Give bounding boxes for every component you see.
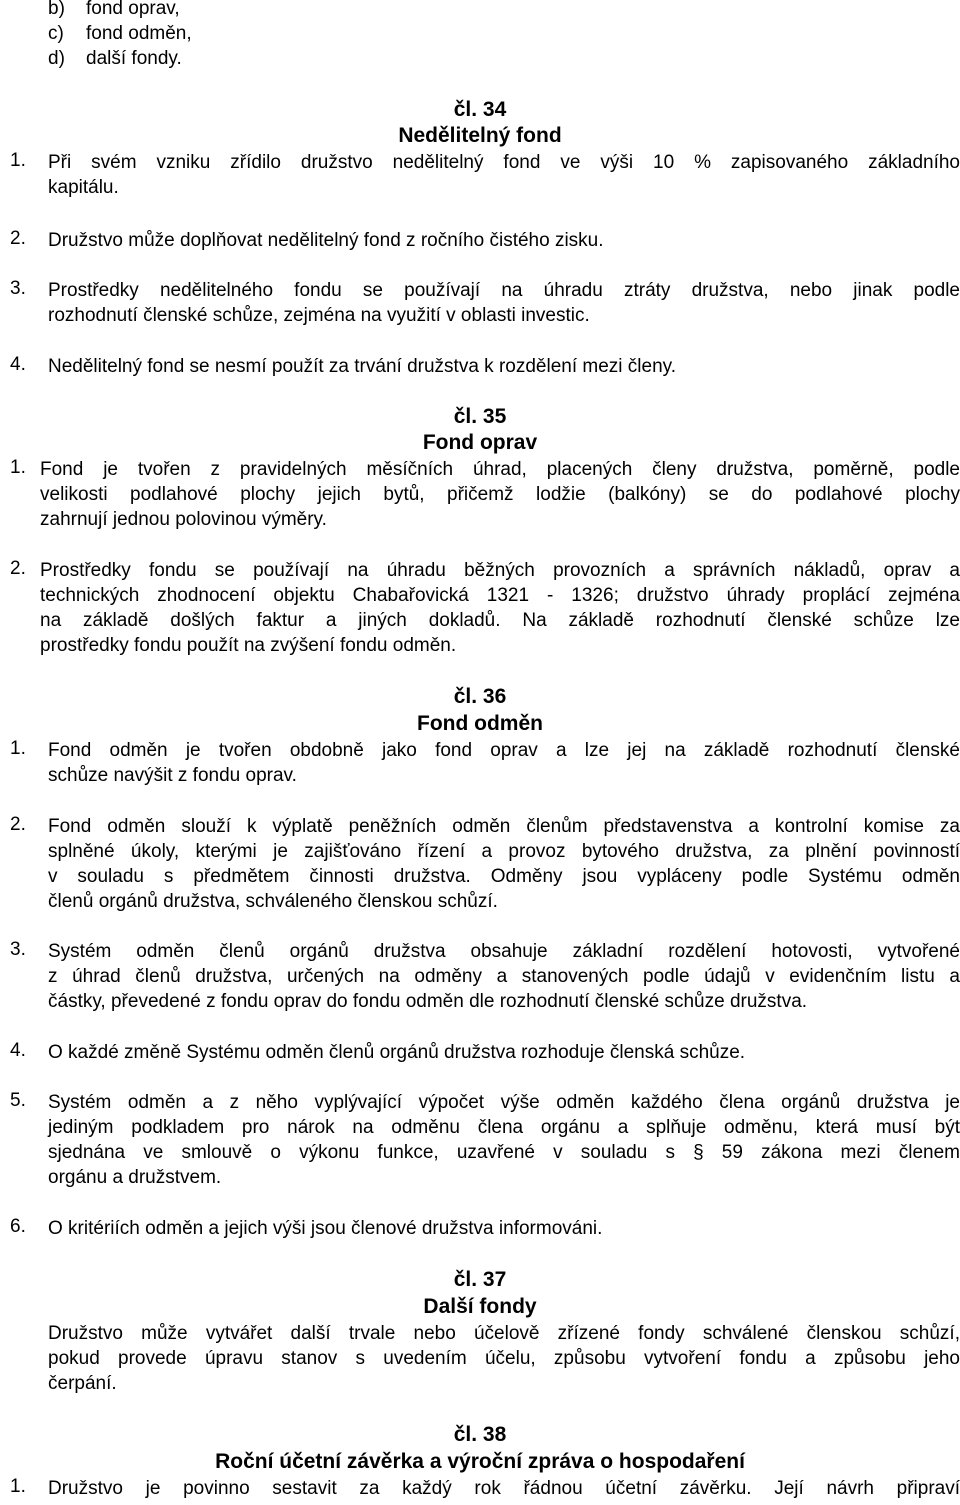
paragraph-line: na základě došlých faktur a jiných dokladů. Na základě rozhodnutí členské schůze lze bbox=[40, 610, 960, 631]
item-number: 2. bbox=[10, 228, 26, 249]
item-number: 3. bbox=[10, 939, 26, 960]
article-number: čl. 36 bbox=[453, 685, 507, 708]
paragraph-line: Prostředky fondu se používají na úhradu běžných provozních a správních nákladů, oprav a bbox=[40, 560, 960, 581]
list-label: c) bbox=[48, 23, 64, 44]
paragraph-line: O každé změně Systému odměn členů orgánů družstva rozhoduje členská schůze. bbox=[48, 1042, 746, 1063]
list-text: fond odměn, bbox=[86, 23, 192, 44]
paragraph-line: pokud provede úpravu stanov s uvedením účelu, způsobu vytvoření fondu a způsobu jeho bbox=[48, 1348, 960, 1369]
paragraph-line: částky, převedené z fondu oprav do fondu odměn dle rozhodnutí členské schůze družstva. bbox=[48, 991, 808, 1012]
paragraph bbox=[48, 1321, 960, 1396]
paragraph-line: Systém odměn členů orgánů družstva obsahuje základní rozdělení hotovosti, vytvořené bbox=[48, 941, 960, 962]
article-number: čl. 34 bbox=[453, 98, 507, 121]
item-number: 2. bbox=[10, 814, 26, 835]
article-title: Fond oprav bbox=[422, 431, 538, 454]
paragraph-line: velikosti podlahové plochy jejich bytů, přičemž lodžie (balkóny) se do podlahové plochy bbox=[40, 484, 960, 505]
item-number: 2. bbox=[10, 558, 26, 579]
paragraph bbox=[48, 278, 960, 328]
paragraph-line: Fond odměn je tvořen obdobně jako fond oprav a lze jej na základě rozhodnutí členské bbox=[48, 740, 960, 761]
list-text: další fondy. bbox=[86, 48, 182, 69]
article-title: Nedělitelný fond bbox=[398, 124, 562, 147]
paragraph-line: jediným podkladem pro nárok na odměnu člena orgánu a splňuje odměnu, která musí být bbox=[48, 1117, 960, 1138]
paragraph-line: splněné úkoly, kterými je zajišťováno řízení a provoz bytového družstva, za plnění povinností bbox=[48, 841, 960, 862]
paragraph-line: Systém odměn a z něho vyplývající výpočet výše odměn každého člena orgánů družstva je bbox=[48, 1092, 960, 1113]
paragraph-line: Při svém vzniku zřídilo družstvo nedělitelný fond ve výši 10 % zapisovaného základního bbox=[48, 152, 960, 173]
paragraph-line: členů orgánů družstva, schváleného členskou schůzí. bbox=[48, 891, 498, 912]
list-label: b) bbox=[48, 0, 65, 19]
paragraph bbox=[48, 738, 960, 788]
item-number: 3. bbox=[10, 278, 26, 299]
paragraph-line: z úhrad členů družstva, určených na odměny a stanovených podle údajů v evidenčním listu a bbox=[48, 966, 960, 987]
item-number: 5. bbox=[10, 1090, 26, 1111]
article-title: Roční účetní závěrka a výroční zpráva o hospodaření bbox=[215, 1450, 745, 1473]
paragraph bbox=[48, 1216, 960, 1241]
item-number: 1. bbox=[10, 1476, 26, 1497]
item-number: 4. bbox=[10, 1040, 26, 1061]
paragraph bbox=[40, 457, 960, 532]
paragraph-line: zahrnují jednou polovinou výměry. bbox=[40, 509, 327, 530]
item-number: 4. bbox=[10, 354, 26, 375]
article-number: čl. 35 bbox=[453, 405, 507, 428]
paragraph-line: Fond je tvořen z pravidelných měsíčních úhrad, placených členy družstva, poměrně, podle bbox=[40, 459, 960, 480]
paragraph-line: technických zhodnocení objektu Chabařovická 1321 - 1326; družstvo úhrady proplácí zejména bbox=[40, 585, 960, 606]
item-number: 6. bbox=[10, 1216, 26, 1237]
paragraph-line: Družstvo může doplňovat nedělitelný fond z ročního čistého zisku. bbox=[48, 230, 604, 251]
paragraph-line: v souladu s předmětem činnosti družstva. Odměny jsou vypláceny podle Systému odměn bbox=[48, 866, 960, 887]
paragraph-line: Prostředky nedělitelného fondu se používají na úhradu ztráty družstva, nebo jinak podle bbox=[48, 280, 960, 301]
paragraph bbox=[48, 354, 960, 379]
paragraph-line: Družstvo je povinno sestavit za každý rok řádnou účetní závěrku. Její návrh připraví bbox=[48, 1478, 960, 1499]
paragraph-line: čerpání. bbox=[48, 1373, 117, 1394]
paragraph bbox=[48, 1040, 960, 1065]
article-title: Fond odměn bbox=[417, 712, 543, 735]
paragraph-line: prostředky fondu použít na zvýšení fondu odměn. bbox=[40, 635, 457, 656]
article-title: Další fondy bbox=[423, 1295, 537, 1318]
paragraph bbox=[48, 1476, 960, 1501]
paragraph-line: Nedělitelný fond se nesmí použít za trvání družstva k rozdělení mezi členy. bbox=[48, 356, 677, 377]
article-number: čl. 38 bbox=[453, 1423, 507, 1446]
paragraph-line: Fond odměn slouží k výplatě peněžních odměn členům představenstva a kontrolní komise za bbox=[48, 816, 960, 837]
paragraph bbox=[48, 1090, 960, 1190]
paragraph-line: rozhodnutí členské schůze, zejména na využití v oblasti investic. bbox=[48, 305, 590, 326]
list-label: d) bbox=[48, 48, 65, 69]
paragraph bbox=[48, 228, 960, 253]
item-number: 1. bbox=[10, 738, 26, 759]
paragraph-line: schůze navýšit z fondu oprav. bbox=[48, 765, 297, 786]
list-text: fond oprav, bbox=[86, 0, 180, 19]
item-number: 1. bbox=[10, 150, 26, 171]
paragraph-line: kapitálu. bbox=[48, 177, 119, 198]
paragraph-line: Družstvo může vytvářet další trvale nebo účelově zřízené fondy schválené členskou schůzí, bbox=[48, 1323, 960, 1344]
paragraph bbox=[48, 814, 960, 914]
item-number: 1. bbox=[10, 457, 26, 478]
paragraph-line: O kritériích odměn a jejich výši jsou členové družstva informováni. bbox=[48, 1218, 603, 1239]
paragraph-line: sjednána ve smlouvě o výkonu funkce, uzavřené v souladu s § 59 zákona mezi členem bbox=[48, 1142, 960, 1163]
paragraph bbox=[40, 558, 960, 658]
paragraph-line: orgánu a družstvem. bbox=[48, 1167, 222, 1188]
article-number: čl. 37 bbox=[453, 1268, 507, 1291]
paragraph bbox=[48, 939, 960, 1014]
paragraph bbox=[48, 150, 960, 200]
